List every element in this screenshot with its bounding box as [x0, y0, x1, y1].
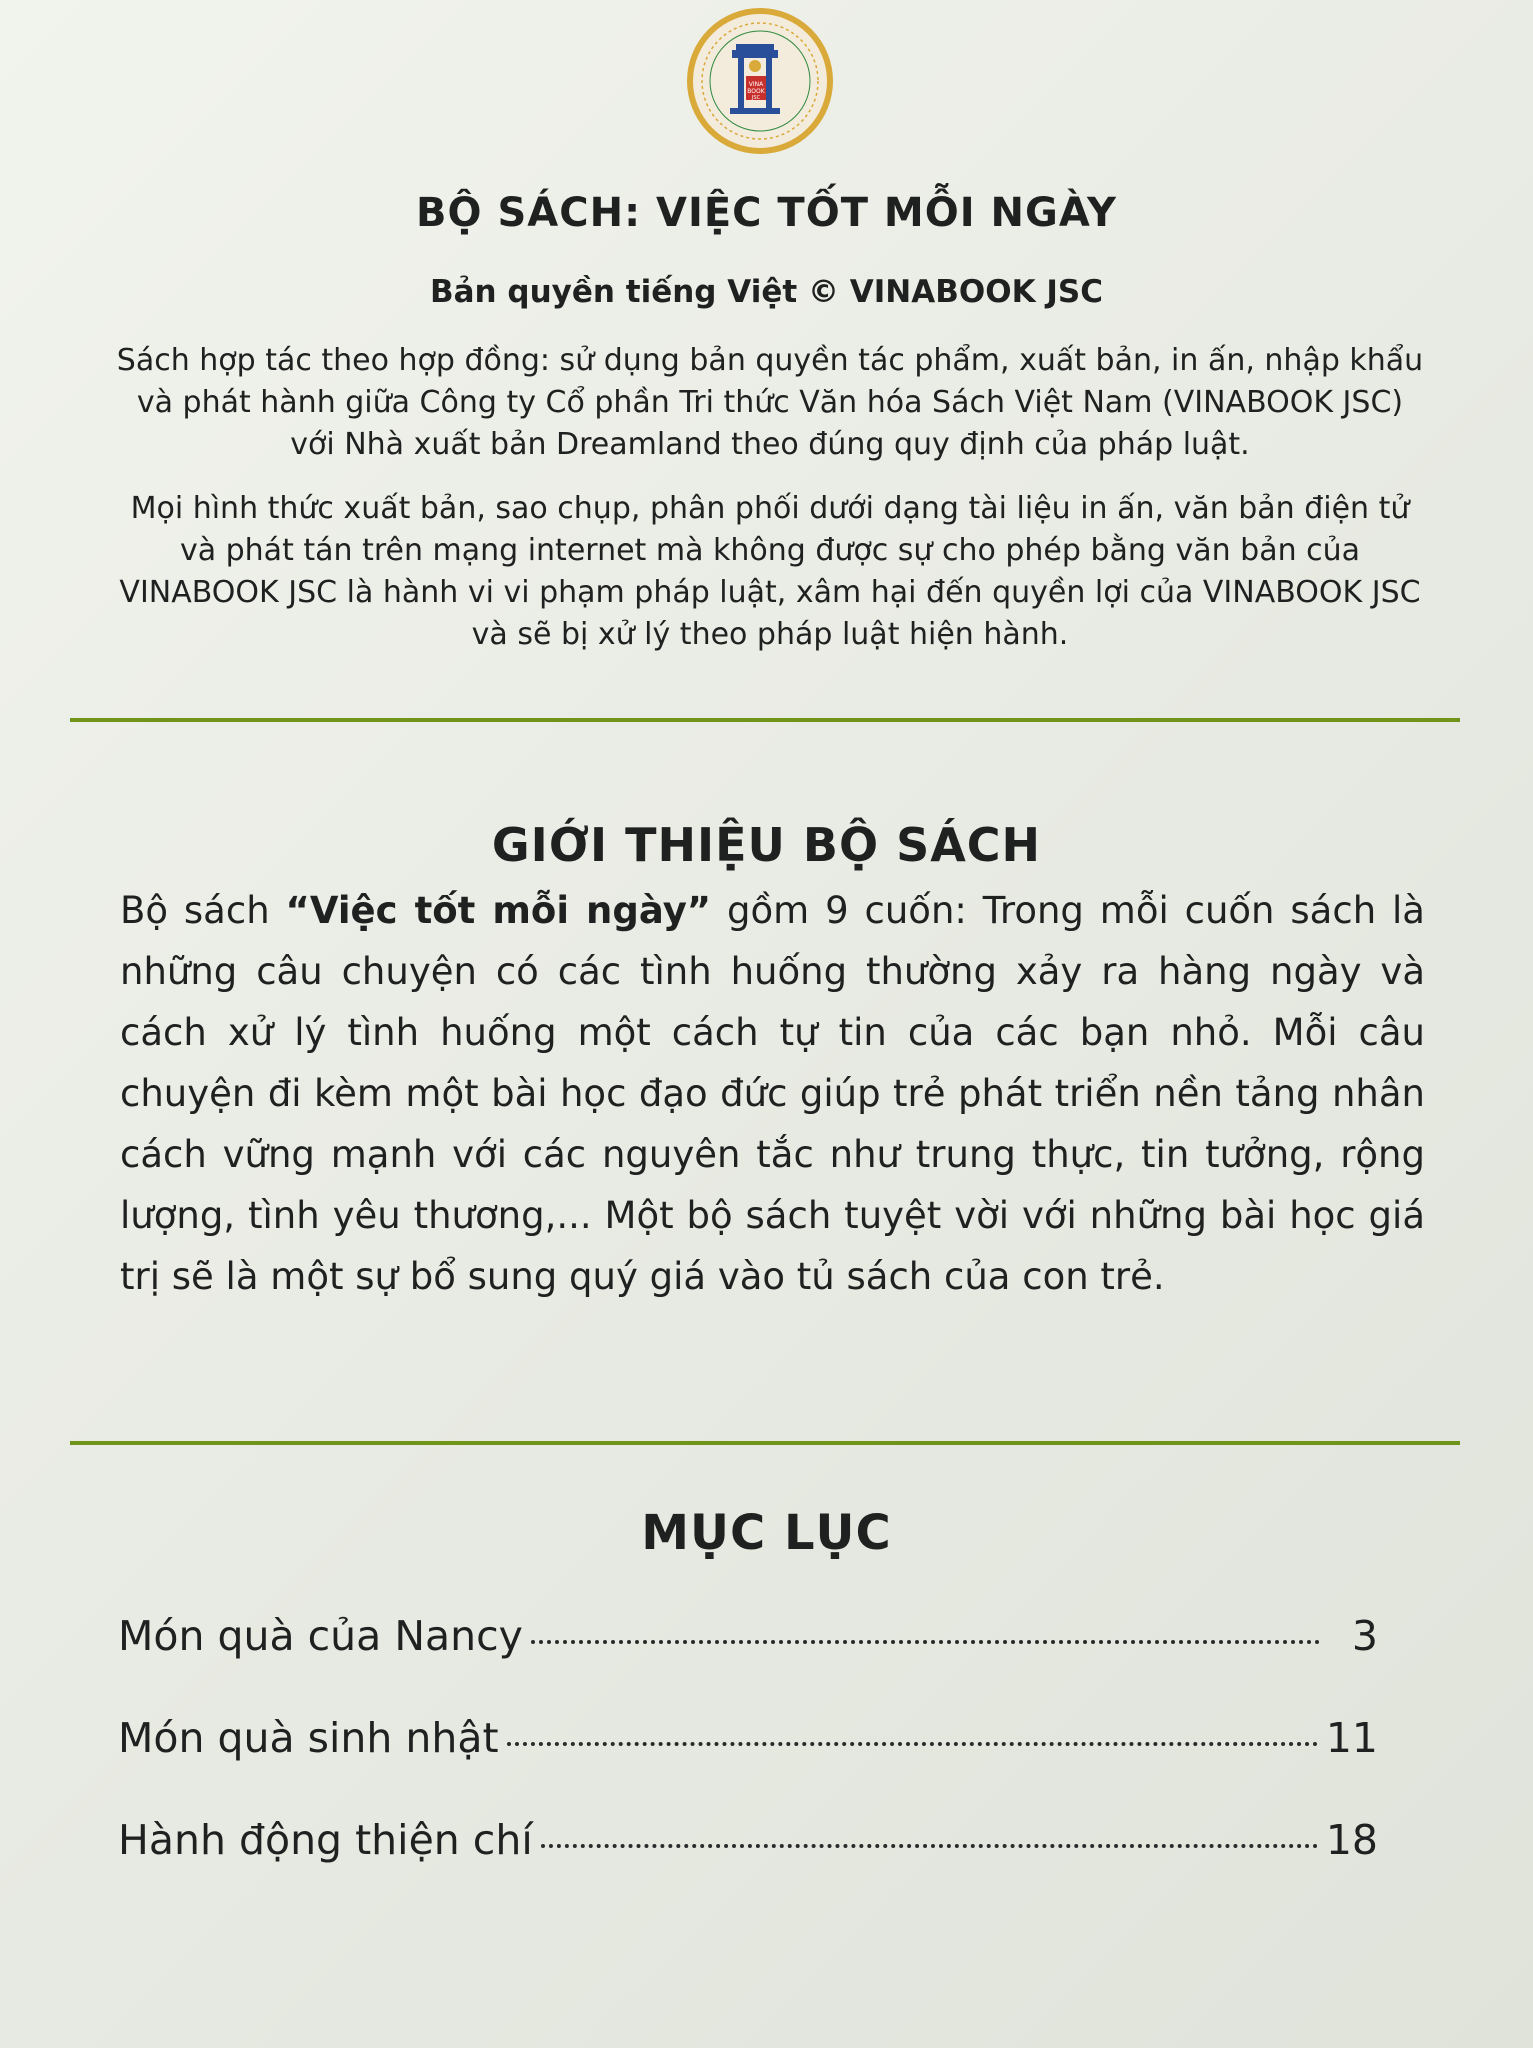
intro-book-title: “Việc tốt mỗi ngày” — [285, 889, 712, 932]
intro-heading: GIỚI THIỆU BỘ SÁCH — [491, 818, 1042, 872]
toc-leader-dots — [507, 1742, 1318, 1746]
intro-body: gồm 9 cuốn: Trong mỗi cuốn sách là những câu chuyện có các tình huống thường xảy ra hàng ngày và cách xử lý tình huống một cách tự tin của các bạn nhỏ. Mỗi câu chuyện đi kèm một bài học đạo đức giúp trẻ phát triển nền tảng nhân cách vững mạnh với các nguyên tắc như trung thực, tin tưởng, rộng lượng, tình yêu thương,... Một bộ sách tuyệt vời với những bài học giá trị sẽ là một sự bổ sung quý giá vào tủ sách của con trẻ. — [120, 889, 1425, 1298]
toc-entry-page: 3 — [1351, 1612, 1378, 1660]
cooperation-paragraph: Sách hợp tác theo hợp đồng: sử dụng bản quyền tác phẩm, xuất bản, in ấn, nhập khẩu và phát hành giữa Công ty Cổ phần Tri thức Văn hóa Sách Việt Nam (VINABOOK JSC) với Nhà xuất bản Dreamland theo đúng quy định của pháp luật. — [116, 343, 1424, 462]
toc-entry[interactable] — [118, 1612, 1378, 1668]
toc-entry-page: 11 — [1325, 1714, 1378, 1762]
toc-entry[interactable] — [118, 1816, 1378, 1872]
logo-badge-line3: JSC — [751, 95, 761, 101]
toc-leader-dots — [531, 1640, 1320, 1644]
section-divider — [70, 1441, 1460, 1445]
intro-prefix: Bộ sách — [120, 889, 286, 932]
rights-paragraph: Mọi hình thức xuất bản, sao chụp, phân phối dưới dạng tài liệu in ấn, văn bản điện tử và phát tán trên mạng internet mà không được sự cho phép bằng văn bản của VINABOOK JSC là hành vi vi phạm pháp luật, xâm hại đến quyền lợi của VINABOOK JSC và sẽ bị xử lý theo pháp luật hiện hành. — [119, 491, 1421, 652]
series-heading: BỘ SÁCH: VIỆC TỐT MỖI NGÀY — [416, 190, 1117, 236]
copyright-line: Bản quyền tiếng Việt © VINABOOK JSC — [429, 274, 1103, 310]
logo-badge-line1: VINA — [748, 81, 764, 88]
toc-leader-dots — [541, 1844, 1318, 1848]
toc-entry-title: Món quà sinh nhật — [118, 1714, 499, 1762]
toc-entry-page: 18 — [1325, 1816, 1378, 1864]
intro-paragraph — [120, 880, 1425, 1307]
section-divider — [70, 718, 1460, 722]
toc-entry[interactable] — [118, 1714, 1378, 1770]
toc-heading: MỤC LỤC — [641, 1505, 892, 1561]
toc-entry-title: Hành động thiện chí — [118, 1816, 533, 1864]
logo-badge-line2: BOOK — [747, 88, 765, 95]
toc-entry-title: Món quà của Nancy — [118, 1612, 523, 1660]
publisher-seal-icon — [680, 6, 840, 156]
